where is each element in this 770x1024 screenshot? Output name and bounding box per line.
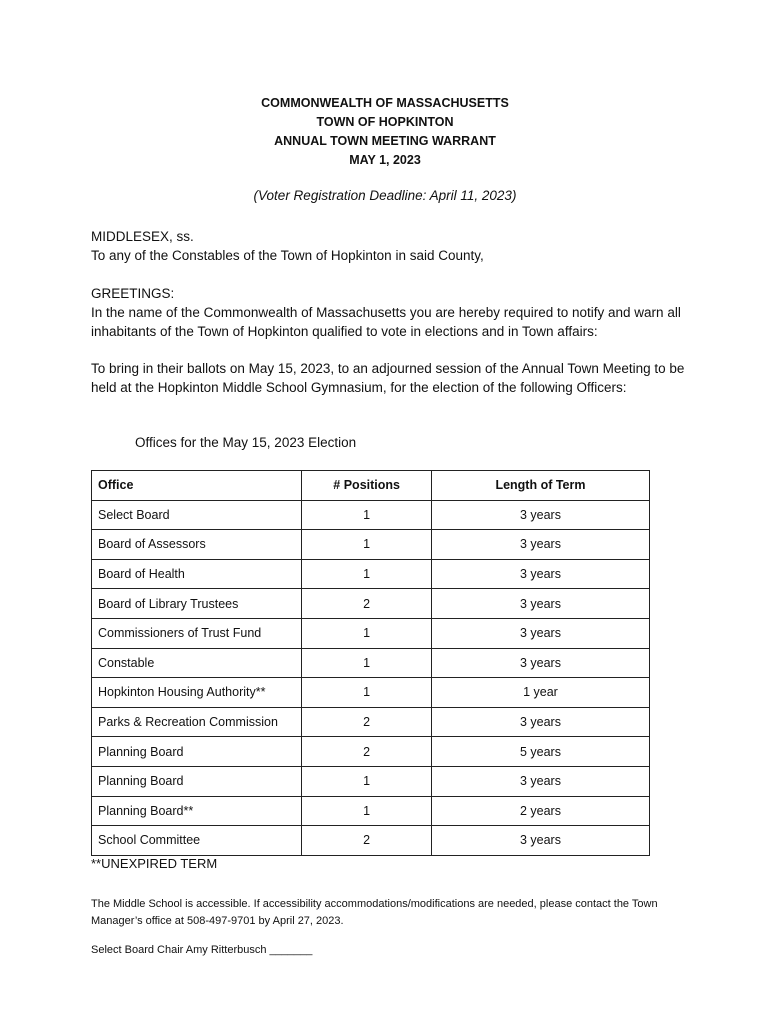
- office-cell: Constable: [92, 648, 302, 678]
- office-cell: Hopkinton Housing Authority**: [92, 678, 302, 708]
- office-cell: Select Board: [92, 500, 302, 530]
- table-row: [92, 530, 650, 560]
- term-cell: 3 years: [431, 766, 649, 796]
- term-cell: 3 years: [431, 589, 649, 619]
- term-cell: 5 years: [431, 737, 649, 767]
- table-caption: Offices for the May 15, 2023 Election: [135, 435, 357, 450]
- offices-table: [91, 470, 650, 856]
- signature-line: Select Board Chair Amy Ritterbusch _______: [91, 944, 313, 956]
- table-row: [92, 766, 650, 796]
- positions-cell: 1: [302, 648, 432, 678]
- office-cell: Board of Health: [92, 559, 302, 589]
- term-cell: 3 years: [431, 530, 649, 560]
- positions-cell: 1: [302, 678, 432, 708]
- positions-cell: 2: [302, 826, 432, 856]
- office-cell: Planning Board: [92, 766, 302, 796]
- constables-line: To any of the Constables of the Town of Hopkinton in said County,: [91, 248, 484, 263]
- term-cell: 3 years: [431, 707, 649, 737]
- table-row: [92, 589, 650, 619]
- title-warrant: ANNUAL TOWN MEETING WARRANT: [274, 134, 496, 148]
- term-cell: 3 years: [431, 826, 649, 856]
- title-date: MAY 1, 2023: [349, 153, 421, 167]
- term-cell: 3 years: [431, 648, 649, 678]
- ballot-paragraph: To bring in their ballots on May 15, 2023, to an adjourned session of the Annual Town Meeting to be held at the Hopkinton Middle School Gymnasium, for the election of the following Officers:: [91, 361, 685, 395]
- positions-cell: 2: [302, 589, 432, 619]
- positions-cell: 2: [302, 737, 432, 767]
- office-cell: Board of Library Trustees: [92, 589, 302, 619]
- positions-cell: 1: [302, 559, 432, 589]
- positions-cell: 1: [302, 796, 432, 826]
- table-row: [92, 618, 650, 648]
- table-row: [92, 707, 650, 737]
- table-row: [92, 500, 650, 530]
- greetings-text: In the name of the Commonwealth of Massachusetts you are hereby required to notify and warn all inhabitants of the Town of Hopkinton qualified to vote in elections and in Town affairs:: [91, 305, 681, 339]
- term-cell: 3 years: [431, 500, 649, 530]
- office-cell: Planning Board**: [92, 796, 302, 826]
- table-row: [92, 678, 650, 708]
- document-title: [0, 94, 770, 170]
- title-town: TOWN OF HOPKINTON: [316, 115, 454, 129]
- accessibility-notice: The Middle School is accessible. If accessibility accommodations/modifications are needed, please contact the Town Manager’s office at 508-497-9701 by April 27, 2023.: [91, 898, 658, 927]
- term-cell: 3 years: [431, 618, 649, 648]
- office-cell: Planning Board: [92, 737, 302, 767]
- county-line: MIDDLESEX, ss.: [91, 229, 194, 244]
- office-cell: Parks & Recreation Commission: [92, 707, 302, 737]
- positions-cell: 1: [302, 618, 432, 648]
- title-commonwealth: COMMONWEALTH OF MASSACHUSETTS: [261, 96, 509, 110]
- term-cell: 2 years: [431, 796, 649, 826]
- term-cell: 3 years: [431, 559, 649, 589]
- office-cell: School Committee: [92, 826, 302, 856]
- office-cell: Board of Assessors: [92, 530, 302, 560]
- voter-registration-deadline: (Voter Registration Deadline: April 11, 2023): [253, 188, 517, 203]
- term-cell: 1 year: [431, 678, 649, 708]
- table-row: [92, 737, 650, 767]
- table-row: [92, 648, 650, 678]
- table-row: [92, 826, 650, 856]
- positions-cell: 2: [302, 707, 432, 737]
- header-positions: # Positions: [302, 471, 432, 501]
- unexpired-term-footnote: **UNEXPIRED TERM: [91, 856, 218, 871]
- greetings-paragraph: [91, 284, 691, 341]
- table-header-row: [92, 471, 650, 501]
- header-office: Office: [92, 471, 302, 501]
- table-row: [92, 559, 650, 589]
- positions-cell: 1: [302, 530, 432, 560]
- positions-cell: 1: [302, 500, 432, 530]
- table-row: [92, 796, 650, 826]
- salutation: [91, 227, 691, 265]
- office-cell: Commissioners of Trust Fund: [92, 618, 302, 648]
- header-term: Length of Term: [431, 471, 649, 501]
- positions-cell: 1: [302, 766, 432, 796]
- greetings-heading: GREETINGS:: [91, 286, 175, 301]
